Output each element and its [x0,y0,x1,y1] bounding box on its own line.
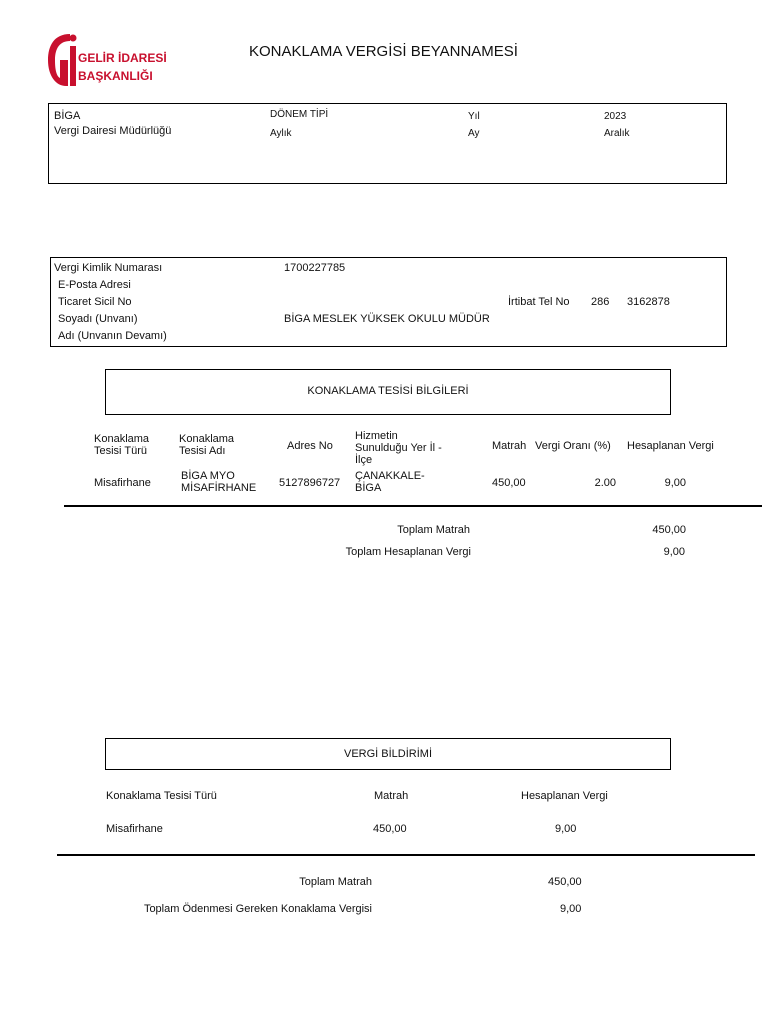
declaration-total-payable-label: Toplam Ödenmesi Gereken Konaklama Vergisi [143,903,372,915]
facility-row-address: 5127896727 [279,477,341,489]
declaration-total-payable-value: 9,00 [560,903,582,915]
facility-row-rate: 2.00 [594,477,616,489]
gib-logo-mark-icon [44,30,78,90]
facility-col-base: Matrah [492,440,527,452]
declaration-row-base: 450,00 [373,823,407,835]
facility-col-address: Adres No [287,440,333,452]
period-type-value: Aylık [270,128,292,139]
declaration-col-tax: Hesaplanan Vergi [521,790,608,802]
facility-divider [64,505,762,507]
office-name: BİGA [54,110,81,122]
logo-line1: GELİR İDARESİ [78,51,167,65]
declaration-row-type: Misafirhane [106,823,163,835]
facility-total-tax-label: Toplam Hesaplanan Vergi [345,546,471,558]
facility-col-rate: Vergi Oranı (%) [535,440,611,452]
facility-total-base-value: 450,00 [652,524,686,536]
facility-total-base-label: Toplam Matrah [397,524,470,536]
declaration-total-base-label: Toplam Matrah [299,876,372,888]
declaration-divider [57,854,755,856]
facility-row-tax: 9,00 [664,477,686,489]
facility-row-name: BİGA MYO MİSAFİRHANE [181,470,257,494]
year-value: 2023 [604,111,627,122]
facility-col-name: Konaklama Tesisi Adı [179,433,235,457]
facility-col-location: Hizmetin Sunulduğu Yer İl - İlçe [355,430,442,466]
name-label: Adı (Unvanın Devamı) [58,330,167,342]
month-value: Aralık [604,128,630,139]
contact-area-code: 286 [591,296,610,308]
email-label: E-Posta Adresi [58,279,131,291]
trade-registry-label: Ticaret Sicil No [58,296,132,308]
facility-col-type: Konaklama Tesisi Türü [94,433,150,457]
period-type-label: DÖNEM TİPİ [270,109,329,120]
declaration-row-tax: 9,00 [555,823,577,835]
page-title: KONAKLAMA VERGİSİ BEYANNAMESİ [249,43,518,60]
gib-logo [44,30,167,92]
surname-value: BİGA MESLEK YÜKSEK OKULU MÜDÜR [284,313,490,325]
office-type: Vergi Dairesi Müdürlüğü [54,125,172,137]
facility-row-type: Misafirhane [94,477,151,489]
declaration-col-base: Matrah [374,790,409,802]
surname-label: Soyadı (Unvanı) [58,313,138,325]
vkn-label: Vergi Kimlik Numarası [54,262,163,274]
facility-section-title: KONAKLAMA TESİSİ BİLGİLERİ [307,385,469,397]
vkn-value: 1700227785 [284,262,346,274]
declaration-col-type: Konaklama Tesisi Türü [106,790,217,802]
year-label: Yıl [468,111,480,122]
facility-total-tax-value: 9,00 [663,546,685,558]
declaration-total-base-value: 450,00 [548,876,582,888]
logo-line2: BAŞKANLIĞI [78,69,153,83]
month-label: Ay [468,128,480,139]
facility-row-base: 450,00 [492,477,526,489]
contact-phone-label: İrtibat Tel No [508,296,570,308]
facility-col-tax: Hesaplanan Vergi [627,440,714,452]
declaration-section-title: VERGİ BİLDİRİMİ [343,748,433,760]
facility-row-location: ÇANAKKALE-BİGA [355,470,425,494]
contact-number: 3162878 [627,296,670,308]
